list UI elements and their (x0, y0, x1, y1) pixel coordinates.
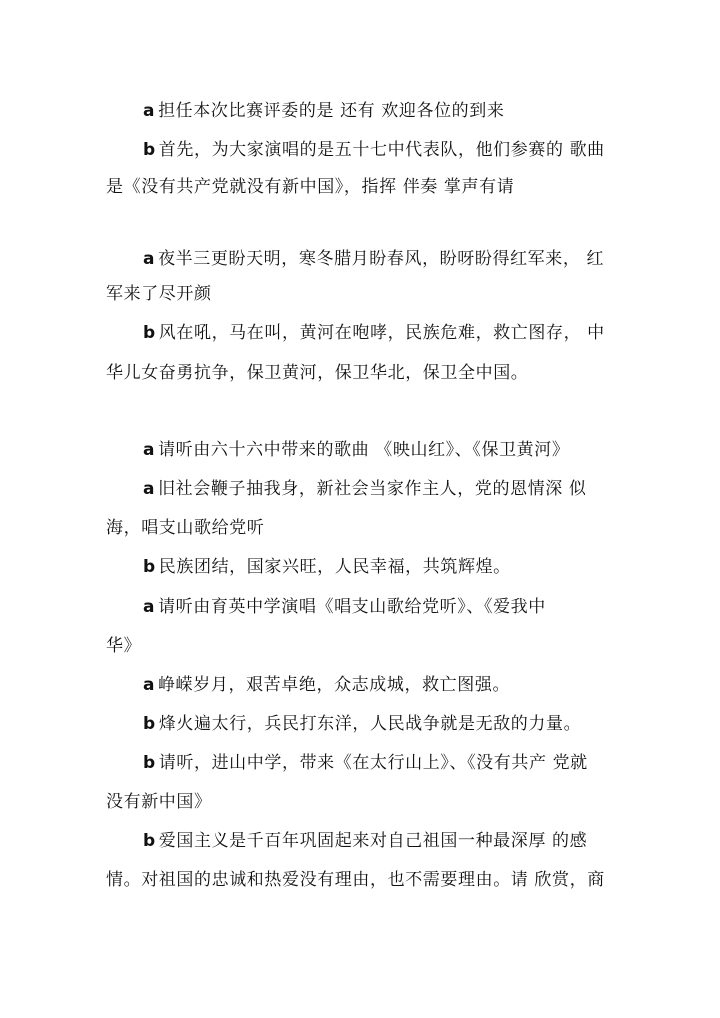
paragraph-8-line-2: 华》 (106, 636, 142, 656)
speaker-label: a (143, 479, 156, 499)
paragraph-2-line-1 (143, 139, 643, 161)
speaker-label: b (143, 753, 156, 773)
line-text: 请听，进山中学，带来《在太行山上》、《没有共产 党就 (158, 753, 588, 773)
line-text: 烽火遍太行，兵民打东洋，人民战争就是无敌的力量。 (158, 714, 582, 734)
paragraph-4-line-1 (143, 322, 643, 344)
paragraph-11-line-1 (143, 752, 643, 774)
speaker-label: b (143, 323, 156, 343)
line-text: 请听由六十六中带来的歌曲 《映山红》、《保卫黄河》 (158, 440, 570, 460)
line-text: 峥嵘岁月，艰苦卓绝，众志成城，救亡图强。 (158, 675, 511, 695)
line-text: 首先，为大家演唱的是五十七中代表队，他们参赛的 歌曲 (158, 140, 605, 160)
line-text: 旧社会鞭子抽我身，新社会当家作主人，党的恩情深 似 (158, 479, 587, 499)
speaker-label: b (143, 140, 156, 160)
speaker-label: b (143, 557, 156, 577)
paragraph-12-line-1 (143, 830, 643, 852)
line-text: 请听由育英中学演唱《唱支山歌给党听》、《爱我中 (158, 597, 546, 617)
line-text: 爱国主义是千百年巩固起来对自己祖国一种最深厚 的感 (158, 831, 588, 851)
paragraph-6-line-2: 海，唱支山歌给党听 (106, 518, 265, 538)
paragraph-5-line-1 (143, 439, 643, 461)
paragraph-2-line-2: 是《没有共产党就没有新中国》，指挥 伴奏 掌声有请 (106, 177, 515, 197)
speaker-label: b (143, 831, 156, 851)
paragraph-9-line-1 (143, 674, 643, 696)
paragraph-3-line-1 (143, 248, 643, 270)
speaker-label: a (143, 597, 156, 617)
line-text: 民族团结，国家兴旺，人民幸福，共筑辉煌。 (158, 557, 511, 577)
paragraph-11-line-2: 没有新中国》 (106, 792, 212, 812)
paragraph-3-line-2: 军来了尽开颜 (106, 284, 212, 304)
paragraph-10-line-1 (143, 713, 643, 735)
speaker-label: a (143, 675, 156, 695)
paragraph-7-line-1 (143, 556, 643, 578)
paragraph-12-line-2: 情。对祖国的忠诚和热爱没有理由，也不需要理由。请 欣赏，商 (106, 870, 605, 890)
speaker-label: a (143, 249, 156, 269)
speaker-label: a (143, 440, 156, 460)
paragraph-4-line-2: 华儿女奋勇抗争，保卫黄河，保卫华北，保卫全中国。 (106, 363, 529, 383)
line-text: 风在吼，马在叫，黄河在咆哮，民族危难，救亡图存， 中 (158, 323, 605, 343)
line-text: 担任本次比赛评委的是 还有 欢迎各位的到来 (158, 101, 505, 121)
paragraph-8-line-1 (143, 596, 643, 618)
paragraph-1-line-1 (143, 100, 643, 122)
paragraph-6-line-1 (143, 478, 643, 500)
speaker-label: a (143, 101, 156, 121)
line-text: 夜半三更盼天明，寒冬腊月盼春风，盼呀盼得红军来， 红 (158, 249, 605, 269)
speaker-label: b (143, 714, 156, 734)
